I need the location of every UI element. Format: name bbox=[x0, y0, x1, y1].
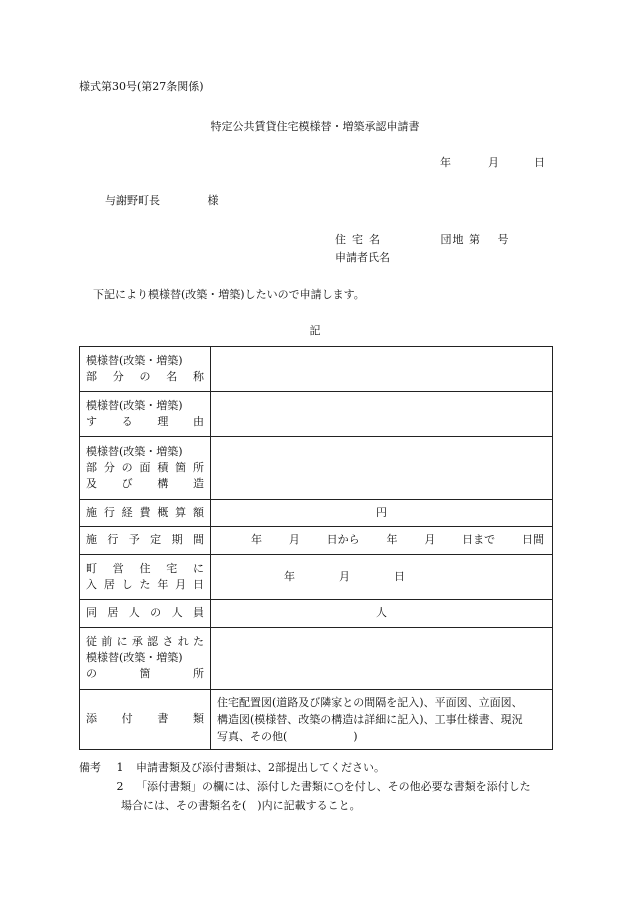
label-line bbox=[86, 353, 204, 369]
label-char: 年 bbox=[284, 569, 295, 583]
addressee-name: 与謝野町長 bbox=[105, 194, 160, 207]
label-char: た bbox=[192, 635, 204, 649]
table-row bbox=[80, 437, 553, 500]
table-row bbox=[80, 628, 553, 690]
label-char: 居 bbox=[107, 606, 119, 620]
yen-unit: 円 bbox=[376, 505, 387, 519]
label-char: 予 bbox=[128, 533, 140, 547]
label-char: 類 bbox=[192, 712, 204, 726]
application-table bbox=[79, 346, 553, 750]
value-cell[interactable] bbox=[211, 347, 553, 392]
period-cell[interactable] bbox=[211, 527, 553, 555]
label-char: 認 bbox=[147, 635, 159, 649]
label-cell bbox=[80, 600, 211, 628]
label-line bbox=[86, 398, 204, 414]
addressee-honorific: 様 bbox=[207, 194, 219, 207]
label-char: 定 bbox=[150, 533, 162, 547]
note-number: 1 bbox=[116, 761, 124, 774]
label-char: 住 bbox=[139, 561, 151, 575]
label-char: 年 bbox=[386, 533, 398, 547]
label-char: に bbox=[193, 561, 204, 575]
date-year: 年 bbox=[440, 156, 451, 169]
address-value: 団地 第 号 bbox=[440, 233, 510, 246]
label-char: 部 bbox=[86, 369, 97, 383]
label-char: 月 bbox=[339, 569, 350, 583]
label-char: に bbox=[116, 635, 128, 649]
label-char: 月 bbox=[288, 533, 300, 547]
label-char: 同 bbox=[86, 606, 97, 620]
label-char: 入 bbox=[86, 577, 97, 591]
label-char: 名 bbox=[166, 369, 178, 383]
applicant-name-label: 申請者氏名 bbox=[335, 251, 390, 264]
label-char: 分 bbox=[112, 369, 124, 383]
label-cell bbox=[80, 628, 211, 690]
label-char: び bbox=[121, 476, 133, 490]
label-char: 分 bbox=[103, 460, 115, 474]
statement: 下記により模様替(改築・増築)したいので申請します。 bbox=[93, 288, 365, 301]
applicant-block bbox=[335, 233, 510, 269]
person-unit: 人 bbox=[376, 606, 387, 620]
notes-heading: 備考 bbox=[79, 761, 101, 774]
table-row bbox=[80, 347, 553, 392]
label-char: 書 bbox=[157, 712, 169, 726]
label-cell bbox=[80, 437, 211, 500]
label-char: 積 bbox=[157, 460, 169, 474]
label-char: 人 bbox=[128, 606, 140, 620]
label-line bbox=[86, 712, 204, 728]
label-char: 従 bbox=[86, 635, 97, 649]
label-char: 宅 bbox=[166, 561, 178, 575]
label-line bbox=[86, 369, 204, 385]
label-char: 日間 bbox=[521, 533, 544, 547]
label-char: し bbox=[121, 577, 133, 591]
label-cell bbox=[80, 500, 211, 527]
label-char: さ bbox=[162, 635, 174, 649]
label-char: 箇 bbox=[139, 667, 151, 681]
label-char: 前 bbox=[101, 635, 113, 649]
label-char: 日 bbox=[192, 577, 204, 591]
label-char: 模様替(改築・増築) bbox=[86, 398, 183, 412]
label-line bbox=[86, 561, 204, 577]
label-line bbox=[86, 476, 204, 492]
value-cell[interactable] bbox=[211, 437, 553, 500]
resident-count-cell[interactable] bbox=[211, 600, 553, 628]
label-char: 日まで bbox=[462, 533, 496, 547]
label-char: の bbox=[150, 606, 162, 620]
label-char: の bbox=[121, 460, 133, 474]
table-row bbox=[80, 500, 553, 527]
label-char: れ bbox=[177, 635, 189, 649]
label-char: 人 bbox=[171, 606, 183, 620]
attachments-line: 構造図(模様替、改築の構造は詳細に記入)、工事仕様書、現況 bbox=[217, 713, 523, 726]
label-char: た bbox=[139, 577, 151, 591]
address-label: 住宅名 bbox=[335, 233, 386, 246]
label-line bbox=[86, 444, 204, 460]
label-char: 費 bbox=[139, 505, 151, 519]
label-char: の bbox=[86, 667, 97, 681]
period-line bbox=[217, 533, 546, 548]
date-month: 月 bbox=[488, 156, 499, 169]
label-char: 年 bbox=[251, 533, 262, 547]
label-line bbox=[86, 533, 204, 549]
label-char: 日から bbox=[326, 533, 360, 547]
label-cell bbox=[80, 347, 211, 392]
label-cell bbox=[80, 555, 211, 600]
label-char: 模様替(改築・増築) bbox=[86, 353, 183, 367]
label-char: 承 bbox=[131, 635, 143, 649]
label-line bbox=[86, 577, 204, 593]
move-in-date-cell[interactable] bbox=[211, 555, 553, 600]
label-char: 称 bbox=[193, 369, 204, 383]
note-text: 申請書類及び添付書類は、2部提出してください。 bbox=[136, 761, 385, 774]
date-line bbox=[440, 156, 545, 171]
form-number: 様式第30号(第27条関係) bbox=[79, 80, 204, 93]
label-char: 営 bbox=[112, 561, 124, 575]
label-char: 概 bbox=[157, 505, 169, 519]
value-cell[interactable] bbox=[211, 628, 553, 690]
label-char: 町 bbox=[86, 561, 97, 575]
label-char: 造 bbox=[192, 476, 204, 490]
label-char: 月 bbox=[175, 577, 187, 591]
label-char: 期 bbox=[171, 533, 183, 547]
label-char: 算 bbox=[175, 505, 187, 519]
table-row bbox=[80, 555, 553, 600]
label-line bbox=[86, 667, 204, 683]
label-line bbox=[86, 651, 204, 667]
note-text-continued: 場合には、その書類名を( )内に記載すること。 bbox=[121, 799, 361, 812]
label-char: 居 bbox=[103, 577, 115, 591]
label-cell bbox=[80, 690, 211, 750]
label-char: 模様替(改築・増築) bbox=[86, 444, 183, 458]
label-char: 月 bbox=[424, 533, 436, 547]
note-number: 2 bbox=[116, 780, 124, 793]
ki-heading: 記 bbox=[309, 324, 321, 337]
label-char: 行 bbox=[107, 533, 119, 547]
label-char: 間 bbox=[192, 533, 204, 547]
label-line bbox=[86, 606, 204, 622]
date-day: 日 bbox=[534, 156, 545, 169]
label-char: る bbox=[121, 414, 133, 428]
label-char: 所 bbox=[193, 667, 204, 681]
table-row bbox=[80, 690, 553, 750]
label-char: 行 bbox=[103, 505, 115, 519]
label-char: 理 bbox=[157, 414, 169, 428]
label-line bbox=[86, 635, 204, 651]
label-char: 及 bbox=[86, 476, 97, 490]
label-char: 由 bbox=[192, 414, 204, 428]
notes bbox=[79, 761, 531, 818]
table-row bbox=[80, 527, 553, 555]
label-char: 経 bbox=[121, 505, 133, 519]
label-char: 額 bbox=[192, 505, 204, 519]
table-row bbox=[80, 600, 553, 628]
label-line bbox=[86, 414, 204, 430]
label-char: 面 bbox=[139, 460, 151, 474]
label-char: 所 bbox=[192, 460, 204, 474]
label-char: 年 bbox=[157, 577, 169, 591]
cost-cell[interactable] bbox=[211, 500, 553, 527]
label-char: 部 bbox=[86, 460, 97, 474]
label-char: の bbox=[139, 369, 151, 383]
label-cell bbox=[80, 527, 211, 555]
attachments-line: 写真、その他( ) bbox=[217, 730, 358, 743]
label-char: 構 bbox=[157, 476, 169, 490]
table-row bbox=[80, 392, 553, 437]
label-char: 模様替(改築・増築) bbox=[86, 651, 183, 665]
attachments-line: 住宅配置図(道路及び隣家との間隔を記入)、平面図、立面図、 bbox=[217, 696, 523, 709]
label-char: 箇 bbox=[175, 460, 187, 474]
attachments-cell[interactable] bbox=[211, 690, 553, 750]
addressee bbox=[105, 194, 219, 209]
label-cell bbox=[80, 392, 211, 437]
label-char: 施 bbox=[86, 505, 97, 519]
note-text: 「添付書類」の欄には、添付した書類に○を付し、その他必要な書類を添付した bbox=[136, 780, 531, 793]
label-char: 添 bbox=[86, 712, 97, 726]
label-char: 員 bbox=[192, 606, 204, 620]
value-cell[interactable] bbox=[211, 392, 553, 437]
move-in-date-line bbox=[217, 570, 546, 585]
label-char: 施 bbox=[86, 533, 97, 547]
document-title: 特定公共賃貸住宅模様替・増築承認申請書 bbox=[210, 120, 420, 133]
label-char: す bbox=[86, 414, 97, 428]
label-line bbox=[86, 505, 204, 521]
label-line bbox=[86, 460, 204, 476]
label-char: 付 bbox=[121, 712, 133, 726]
label-char: 日 bbox=[394, 569, 405, 583]
